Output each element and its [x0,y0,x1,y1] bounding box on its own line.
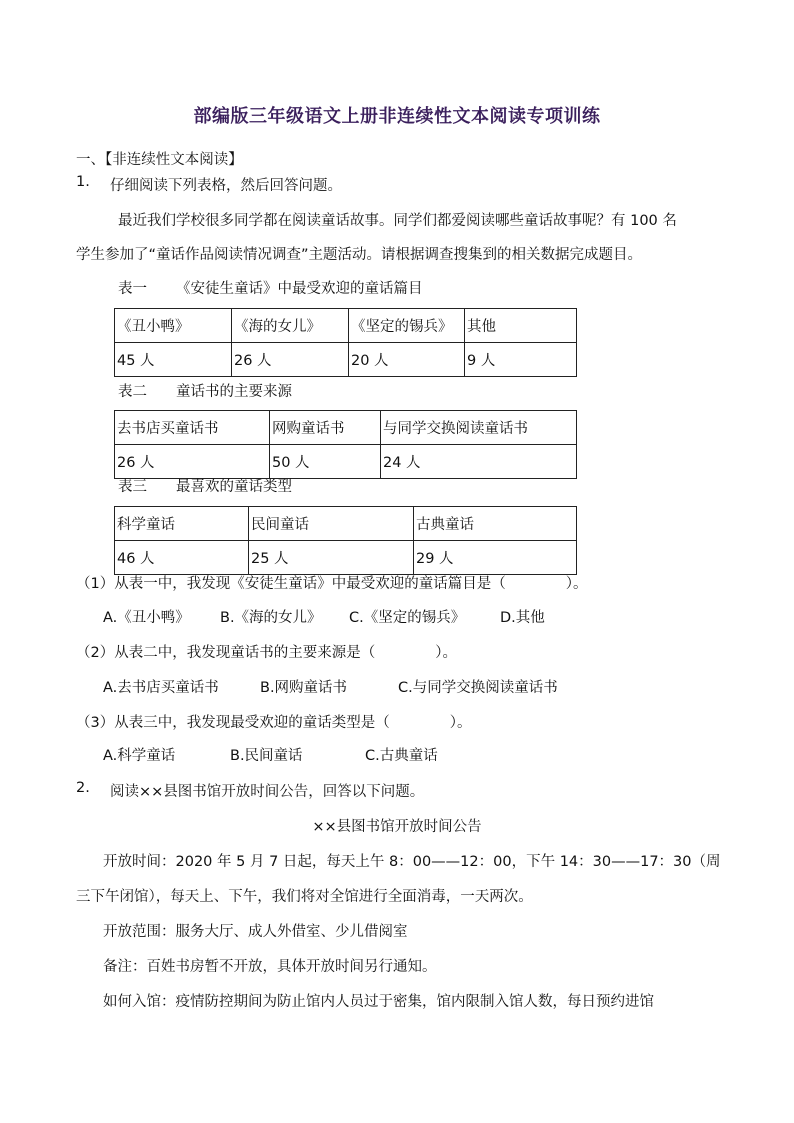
stem-start: （1）从表一中，我发现《安徒生童话》中最受欢迎的童话篇目是（ [76,576,506,592]
table-cell: 9 人 [465,343,577,377]
table-row [115,411,577,445]
stem-end: ）。 [449,715,472,731]
option-b[interactable]: B.《海的女儿》 [220,610,322,626]
table-1 [114,308,577,377]
table-cell: 民间童话 [249,507,414,541]
option-a[interactable]: A.科学童话 [103,748,176,764]
table-cell: 《丑小鸭》 [115,309,232,343]
table-1-caption-label: 表一 [118,281,147,297]
table-cell: 《坚定的锡兵》 [349,309,465,343]
option-a[interactable]: A.《丑小鸭》 [103,610,190,626]
table-3-caption-text: 最喜欢的童话类型 [176,479,292,495]
table-cell: 其他 [465,309,577,343]
question-1-intro-line-2: 学生参加了“童话作品阅读情况调查”主题活动。请根据调查搜集到的相关数据完成题目。 [76,247,643,263]
table-cell: 网购童话书 [270,411,381,445]
option-a[interactable]: A.去书店买童话书 [103,680,219,696]
question-1-intro-line-1: 最近我们学校很多同学都在阅读童话故事。同学们都爱阅读哪些童话故事呢？有 100 名 [118,213,677,229]
stem-end: ）。 [435,645,457,661]
table-cell: 24 人 [381,445,577,479]
section-heading: 一、【非连续性文本阅读】 [76,152,243,168]
notice-line-1: 开放时间：2020 年 5 月 7 日起，每天上午 8：00——12：00，下午 14：30——17：30（周 [103,854,721,870]
page-title: 部编版三年级语文上册非连续性文本阅读专项训练 [193,106,601,127]
table-cell: 25 人 [249,541,414,575]
notice-line-3: 开放范围：服务大厅、成人外借室、少儿借阅室 [103,924,408,940]
notice-line-2: 三下午闭馆），每天上、下午，我们将对全馆进行全面消毒，一天两次。 [76,889,533,905]
notice-line-4: 备注：百姓书房暂不开放，具体开放时间另行通知。 [103,959,437,975]
table-2-caption-text: 童话书的主要来源 [176,384,292,400]
question-2-number: 2. [76,780,90,796]
table-1-caption-text: 《安徒生童话》中最受欢迎的童话篇目 [176,281,423,297]
stem-start: （3）从表三中，我发现最受欢迎的童话类型是（ [76,715,390,731]
option-c[interactable]: C.古典童话 [365,748,438,764]
table-cell: 45 人 [115,343,232,377]
table-3-caption-label: 表三 [118,479,147,495]
table-cell: 29 人 [414,541,577,575]
stem-start: （2）从表二中，我发现童话书的主要来源是（ [76,645,376,661]
table-cell: 20 人 [349,343,465,377]
table-row [115,343,577,377]
sub-question-3-stem [76,711,471,732]
table-cell: 与同学交换阅读童话书 [381,411,577,445]
question-1-number: 1. [76,174,90,190]
table-row [115,309,577,343]
table-cell: 古典童话 [414,507,577,541]
table-row [115,541,577,575]
option-c[interactable]: C.《坚定的锡兵》 [349,610,466,626]
table-cell: 26 人 [115,445,270,479]
notice-line-5: 如何入馆：疫情防控期间为防止馆内人员过于密集，馆内限制入馆人数，每日预约进馆 [103,994,654,1010]
table-cell: 26 人 [232,343,349,377]
option-d[interactable]: D.其他 [500,610,545,626]
table-cell: 《海的女儿》 [232,309,349,343]
table-cell: 50 人 [270,445,381,479]
table-cell: 46 人 [115,541,249,575]
option-c[interactable]: C.与同学交换阅读童话书 [398,680,558,696]
question-1-prompt: 仔细阅读下列表格，然后回答问题。 [110,178,342,194]
stem-end: ）。 [565,576,588,592]
table-3 [114,506,577,575]
table-2 [114,410,577,479]
sub-question-2-stem [76,641,457,662]
table-row [115,445,577,479]
table-cell: 去书店买童话书 [115,411,270,445]
sub-question-1-stem [76,572,587,593]
question-2-prompt: 阅读××县图书馆开放时间公告，回答以下问题。 [110,784,425,800]
table-cell: 科学童话 [115,507,249,541]
option-b[interactable]: B.网购童话书 [260,680,348,696]
option-b[interactable]: B.民间童话 [230,748,303,764]
table-row [115,507,577,541]
table-2-caption-label: 表二 [118,384,147,400]
notice-title: ××县图书馆开放时间公告 [312,819,482,835]
